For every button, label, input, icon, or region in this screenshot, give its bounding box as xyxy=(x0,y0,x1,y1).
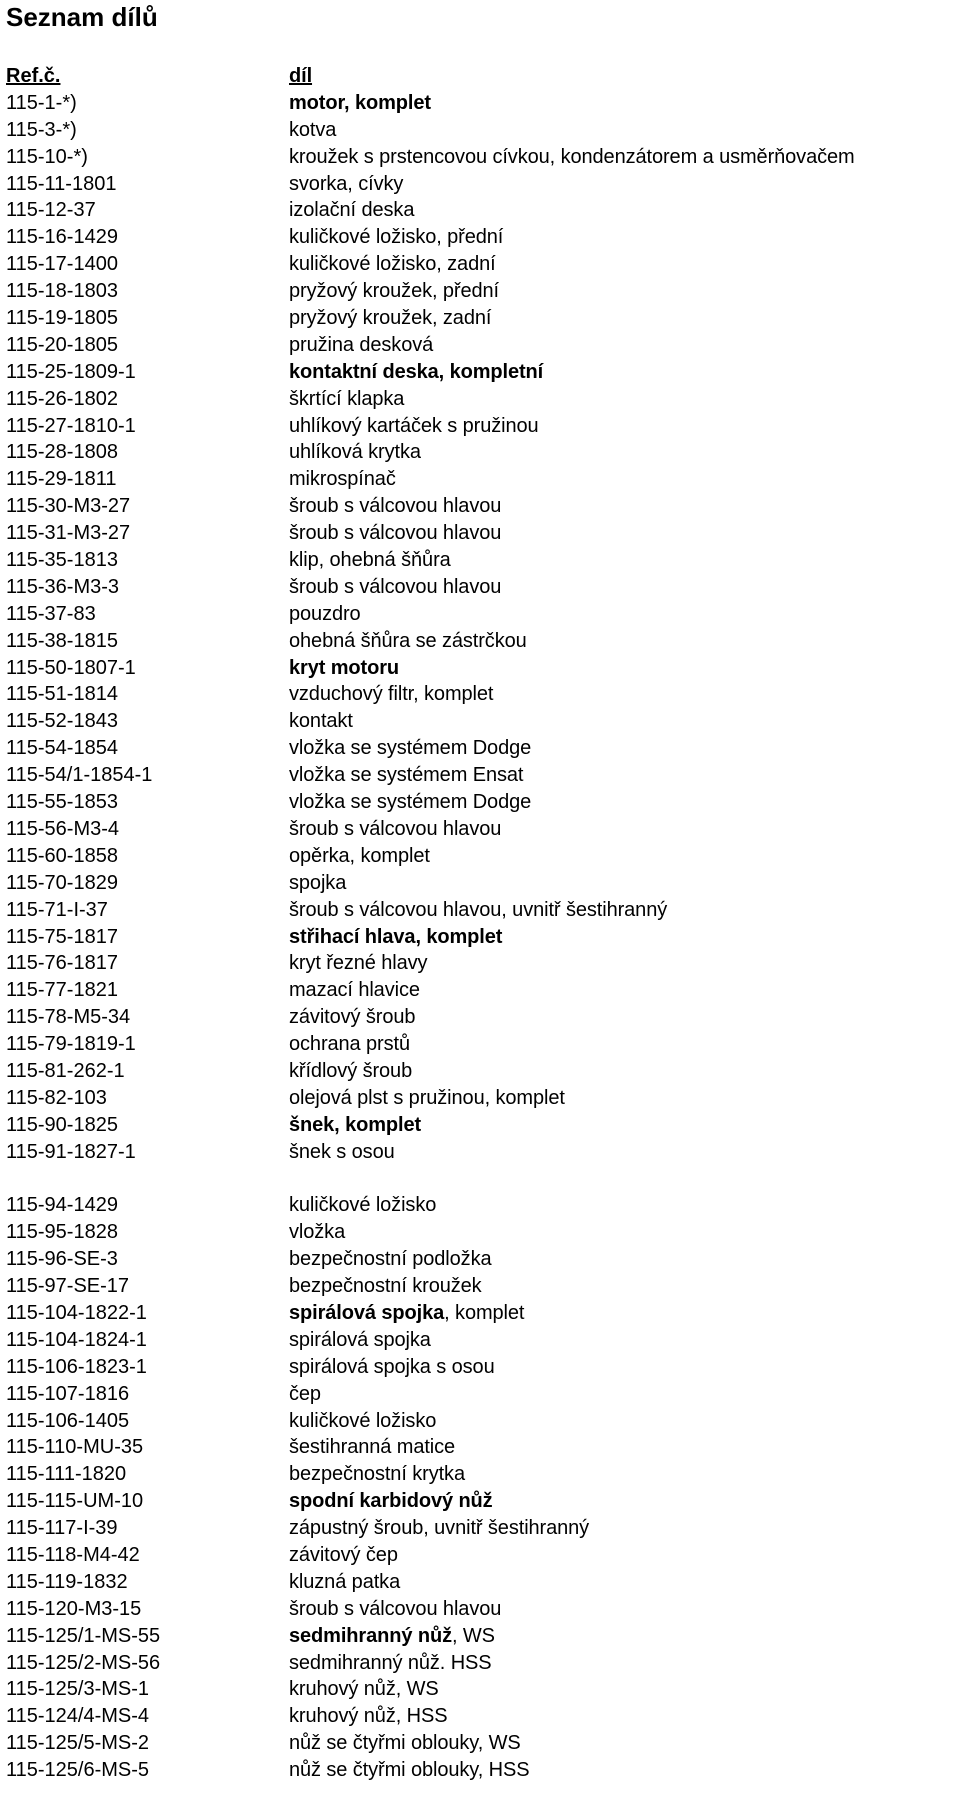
part-name xyxy=(289,1219,956,1246)
part-name-text: pouzdro xyxy=(289,602,361,625)
table-row xyxy=(6,547,956,574)
table-row xyxy=(6,789,956,816)
part-name xyxy=(289,1569,956,1596)
part-name-text: , komplet xyxy=(444,1301,525,1324)
part-ref-number: 115-18-1803 xyxy=(6,280,118,303)
part-name-text: kruhový nůž, HSS xyxy=(289,1705,448,1728)
part-name-text: klip, ohebná šňůra xyxy=(289,549,451,572)
part-name-text: šroub s válcovou hlavou xyxy=(289,575,502,598)
part-name-text: spirálová spojka xyxy=(289,1328,431,1351)
part-ref-number: 115-50-1807-1 xyxy=(6,656,136,679)
table-row xyxy=(6,1327,956,1354)
part-name xyxy=(289,359,956,386)
part-name xyxy=(289,789,956,816)
table-row xyxy=(6,171,956,198)
part-name-text: vložka xyxy=(289,1221,346,1244)
part-name xyxy=(289,1354,956,1381)
table-row xyxy=(6,977,956,1004)
table-row xyxy=(6,816,956,843)
part-name-text: bezpečnostní krytka xyxy=(289,1463,465,1486)
part-ref-number: 115-3-*) xyxy=(6,118,77,141)
table-row xyxy=(6,332,956,359)
part-ref-number: 115-70-1829 xyxy=(6,871,118,894)
part-name-emphasis: spirálová spojka xyxy=(289,1301,445,1324)
part-ref-number: 115-54/1-1854-1 xyxy=(6,764,153,787)
part-name xyxy=(289,251,956,278)
part-ref-number: 115-120-M3-15 xyxy=(6,1597,142,1620)
part-name xyxy=(289,816,956,843)
part-name xyxy=(289,1542,956,1569)
part-name xyxy=(289,144,956,171)
part-ref-number: 115-96-SE-3 xyxy=(6,1248,118,1271)
part-name xyxy=(289,897,956,924)
part-name xyxy=(289,1300,956,1327)
page-title: Seznam dílů xyxy=(6,2,158,32)
part-name-text: kroužek s prstencovou cívkou, kondenzátorem a usměrňovačem xyxy=(289,145,855,168)
part-name-text: vložka se systémem Dodge xyxy=(289,737,532,760)
part-name-text: kruhový nůž, WS xyxy=(289,1678,439,1701)
table-row xyxy=(6,574,956,601)
part-ref-number: 115-30-M3-27 xyxy=(6,495,131,518)
part-name xyxy=(289,305,956,332)
part-name xyxy=(289,1381,956,1408)
part-name-text: závitový šroub xyxy=(289,1006,416,1029)
ref-column-header: Ref.č. xyxy=(6,65,61,87)
part-ref-number: 115-17-1400 xyxy=(6,253,118,276)
part-name xyxy=(289,1246,956,1273)
table-row xyxy=(6,1596,956,1623)
part-name xyxy=(289,681,956,708)
table-row xyxy=(6,1031,956,1058)
part-name-text: ochrana prstů xyxy=(289,1033,410,1056)
part-name-text: šroub s válcovou hlavou xyxy=(289,817,502,840)
table-row xyxy=(6,870,956,897)
part-ref-number: 115-60-1858 xyxy=(6,844,118,867)
parts-list-body xyxy=(6,90,956,1784)
part-name xyxy=(289,601,956,628)
part-name-text: křídlový šroub xyxy=(289,1059,413,1082)
part-ref-number: 115-19-1805 xyxy=(6,307,118,330)
part-ref-number: 115-90-1825 xyxy=(6,1113,118,1136)
part-ref-number: 115-71-I-37 xyxy=(6,898,108,921)
part-ref-number: 115-56-M3-4 xyxy=(6,817,120,840)
part-name-text: olejová plst s pružinou, komplet xyxy=(289,1086,565,1109)
part-name xyxy=(289,1434,956,1461)
table-row xyxy=(6,897,956,924)
part-name xyxy=(289,1004,956,1031)
part-name xyxy=(289,1273,956,1300)
part-ref-number: 115-51-1814 xyxy=(6,683,118,706)
table-row xyxy=(6,1703,956,1730)
part-name xyxy=(289,520,956,547)
part-name-text: šroub s válcovou hlavou, uvnitř šestihranný xyxy=(289,898,668,921)
part-name xyxy=(289,90,956,117)
table-row xyxy=(6,197,956,224)
part-ref-number: 115-125/3-MS-1 xyxy=(6,1678,150,1701)
part-ref-number: 115-79-1819-1 xyxy=(6,1033,136,1056)
table-row xyxy=(6,493,956,520)
part-name xyxy=(289,655,956,682)
part-ref-number: 115-115-UM-10 xyxy=(6,1490,144,1513)
part-name xyxy=(289,1703,956,1730)
part-ref-number: 115-82-103 xyxy=(6,1086,107,1109)
part-ref-number: 115-10-*) xyxy=(6,145,88,168)
part-name-text: zápustný šroub, uvnitř šestihranný xyxy=(289,1517,590,1540)
part-ref-number: 115-76-1817 xyxy=(6,952,118,975)
part-name xyxy=(289,1058,956,1085)
part-ref-number: 115-95-1828 xyxy=(6,1221,118,1244)
part-name-emphasis: kontaktní deska, kompletní xyxy=(289,360,544,383)
part-name-emphasis: motor, komplet xyxy=(289,91,431,114)
table-row xyxy=(6,1273,956,1300)
part-name xyxy=(289,278,956,305)
part-name-emphasis: šnek, komplet xyxy=(289,1113,422,1136)
part-name-text: kuličkové ložisko, zadní xyxy=(289,253,496,276)
table-row xyxy=(6,628,956,655)
part-name-emphasis: spodní karbidový nůž xyxy=(289,1490,493,1513)
table-row xyxy=(6,1112,956,1139)
part-ref-number: 115-125/5-MS-2 xyxy=(6,1732,150,1755)
table-row xyxy=(6,413,956,440)
table-row xyxy=(6,278,956,305)
part-ref-number: 115-37-83 xyxy=(6,602,96,625)
part-name-text: šestihranná matice xyxy=(289,1436,456,1459)
part-ref-number: 115-124/4-MS-4 xyxy=(6,1705,150,1728)
part-ref-number: 115-94-1429 xyxy=(6,1194,118,1217)
list-gap xyxy=(6,1166,956,1193)
part-name-text: kotva xyxy=(289,118,337,141)
table-row xyxy=(6,359,956,386)
part-name xyxy=(289,1112,956,1139)
part-ref-number: 115-125/2-MS-56 xyxy=(6,1651,161,1674)
part-name xyxy=(289,1488,956,1515)
part-ref-number: 115-91-1827-1 xyxy=(6,1140,136,1163)
part-name xyxy=(289,628,956,655)
part-name xyxy=(289,386,956,413)
part-name xyxy=(289,332,956,359)
table-row xyxy=(6,1300,956,1327)
part-name-text: pryžový kroužek, zadní xyxy=(289,307,492,330)
part-name xyxy=(289,708,956,735)
part-name-text: bezpečnostní kroužek xyxy=(289,1275,482,1298)
part-ref-number: 115-36-M3-3 xyxy=(6,575,120,598)
part-name-text: opěrka, komplet xyxy=(289,844,430,867)
part-name-text: ohebná šňůra se zástrčkou xyxy=(289,629,527,652)
part-name-text: pružina desková xyxy=(289,333,434,356)
table-row xyxy=(6,466,956,493)
part-name-text: závitový čep xyxy=(289,1543,398,1566)
part-ref-number: 115-104-1824-1 xyxy=(6,1328,147,1351)
part-name-text: spirálová spojka s osou xyxy=(289,1355,495,1378)
part-name-text: sedmihranný nůž. HSS xyxy=(289,1651,492,1674)
part-name-text: kuličkové ložisko xyxy=(289,1409,437,1432)
part-name-text: kontakt xyxy=(289,710,353,733)
part-ref-number: 115-117-I-39 xyxy=(6,1517,118,1540)
table-row xyxy=(6,1085,956,1112)
part-ref-number: 115-97-SE-17 xyxy=(6,1275,130,1298)
part-name-text: vložka se systémem Ensat xyxy=(289,764,524,787)
table-row xyxy=(6,1139,956,1166)
part-ref-number: 115-77-1821 xyxy=(6,979,118,1002)
table-row xyxy=(6,144,956,171)
part-ref-number: 115-35-1813 xyxy=(6,549,118,572)
part-name-text: spojka xyxy=(289,871,347,894)
table-row xyxy=(6,1569,956,1596)
part-name-text: škrtící klapka xyxy=(289,387,405,410)
table-row xyxy=(6,1408,956,1435)
part-ref-number: 115-29-1811 xyxy=(6,468,117,491)
part-name-text: pryžový kroužek, přední xyxy=(289,280,500,303)
table-row xyxy=(6,1219,956,1246)
part-name xyxy=(289,493,956,520)
part-ref-number: 115-125/6-MS-5 xyxy=(6,1759,150,1782)
table-row xyxy=(6,117,956,144)
part-ref-number: 115-16-1429 xyxy=(6,226,118,249)
part-name xyxy=(289,574,956,601)
part-name-text: šroub s válcovou hlavou xyxy=(289,1597,502,1620)
part-name xyxy=(289,413,956,440)
table-row xyxy=(6,655,956,682)
table-row xyxy=(6,601,956,628)
part-ref-number: 115-12-37 xyxy=(6,199,96,222)
table-row xyxy=(6,1730,956,1757)
table-row xyxy=(6,1488,956,1515)
part-ref-number: 115-11-1801 xyxy=(6,172,117,195)
part-name xyxy=(289,1085,956,1112)
part-ref-number: 115-54-1854 xyxy=(6,737,118,760)
part-name xyxy=(289,1515,956,1542)
part-name-text: kuličkové ložisko xyxy=(289,1194,437,1217)
parts-list xyxy=(6,63,956,1784)
table-row xyxy=(6,950,956,977)
part-name xyxy=(289,197,956,224)
part-ref-number: 115-52-1843 xyxy=(6,710,118,733)
part-name-emphasis: sedmihranný nůž xyxy=(289,1624,452,1647)
part-name-text: izolační deska xyxy=(289,199,415,222)
table-row xyxy=(6,386,956,413)
part-name xyxy=(289,1031,956,1058)
part-column-header: díl xyxy=(289,65,313,87)
part-ref-number: 115-81-262-1 xyxy=(6,1059,125,1082)
part-name-text: , WS xyxy=(451,1624,495,1647)
table-row xyxy=(6,681,956,708)
part-name xyxy=(289,1623,956,1650)
table-row xyxy=(6,439,956,466)
table-row xyxy=(6,1434,956,1461)
part-name xyxy=(289,735,956,762)
part-ref-number: 115-25-1809-1 xyxy=(6,360,136,383)
part-name xyxy=(289,224,956,251)
part-name xyxy=(289,843,956,870)
part-name xyxy=(289,1596,956,1623)
part-name xyxy=(289,466,956,493)
part-ref-number: 115-111-1820 xyxy=(6,1463,127,1486)
part-ref-number: 115-118-M4-42 xyxy=(6,1543,140,1566)
part-name xyxy=(289,1757,956,1784)
part-name-text: kryt řezné hlavy xyxy=(289,952,428,975)
part-ref-number: 115-107-1816 xyxy=(6,1382,130,1405)
part-name-text: mazací hlavice xyxy=(289,979,420,1002)
part-ref-number: 115-106-1823-1 xyxy=(6,1355,147,1378)
table-row xyxy=(6,735,956,762)
part-name-text: uhlíkový kartáček s pružinou xyxy=(289,414,539,437)
part-name xyxy=(289,117,956,144)
table-row xyxy=(6,520,956,547)
part-name xyxy=(289,950,956,977)
part-ref-number: 115-119-1832 xyxy=(6,1570,128,1593)
part-name-emphasis: střihací hlava, komplet xyxy=(289,925,503,948)
part-ref-number: 115-28-1808 xyxy=(6,441,118,464)
part-name xyxy=(289,1461,956,1488)
part-name xyxy=(289,1650,956,1677)
table-row xyxy=(6,1757,956,1784)
part-name xyxy=(289,1676,956,1703)
part-name xyxy=(289,870,956,897)
part-name-text: bezpečnostní podložka xyxy=(289,1248,492,1271)
part-ref-number: 115-27-1810-1 xyxy=(6,414,136,437)
part-name-text: nůž se čtyřmi oblouky, WS xyxy=(289,1732,521,1755)
table-row xyxy=(6,90,956,117)
table-row xyxy=(6,924,956,951)
part-name-text: vzduchový filtr, komplet xyxy=(289,683,494,706)
table-row xyxy=(6,1676,956,1703)
part-ref-number: 115-31-M3-27 xyxy=(6,522,131,545)
table-row xyxy=(6,843,956,870)
table-row xyxy=(6,1354,956,1381)
part-name xyxy=(289,171,956,198)
table-row xyxy=(6,1381,956,1408)
part-name xyxy=(289,439,956,466)
part-ref-number: 115-26-1802 xyxy=(6,387,118,410)
table-row xyxy=(6,224,956,251)
part-ref-number: 115-110-MU-35 xyxy=(6,1436,144,1459)
table-row xyxy=(6,1192,956,1219)
part-ref-number: 115-106-1405 xyxy=(6,1409,130,1432)
part-name-text: kuličkové ložisko, přední xyxy=(289,226,504,249)
table-row xyxy=(6,1058,956,1085)
part-name xyxy=(289,762,956,789)
part-name xyxy=(289,1192,956,1219)
table-row xyxy=(6,1650,956,1677)
part-name-text: svorka, cívky xyxy=(289,172,404,195)
part-name xyxy=(289,924,956,951)
table-row xyxy=(6,1542,956,1569)
table-row xyxy=(6,708,956,735)
part-name xyxy=(289,1139,956,1166)
part-name-text: uhlíková krytka xyxy=(289,441,421,464)
part-name xyxy=(289,1327,956,1354)
part-name-text: mikrospínač xyxy=(289,468,396,491)
table-row xyxy=(6,1004,956,1031)
part-ref-number: 115-1-*) xyxy=(6,91,77,114)
table-row xyxy=(6,305,956,332)
part-name xyxy=(289,977,956,1004)
part-ref-number: 115-55-1853 xyxy=(6,791,118,814)
part-ref-number: 115-20-1805 xyxy=(6,333,118,356)
part-name-text: vložka se systémem Dodge xyxy=(289,791,532,814)
table-row xyxy=(6,1461,956,1488)
part-name-text: nůž se čtyřmi oblouky, HSS xyxy=(289,1759,530,1782)
table-row xyxy=(6,251,956,278)
table-row xyxy=(6,1246,956,1273)
part-name-text: šnek s osou xyxy=(289,1140,395,1163)
part-name-emphasis: kryt motoru xyxy=(289,656,400,679)
part-name xyxy=(289,1408,956,1435)
table-row xyxy=(6,762,956,789)
part-ref-number: 115-38-1815 xyxy=(6,629,118,652)
part-name xyxy=(289,1730,956,1757)
part-ref-number: 115-78-M5-34 xyxy=(6,1006,131,1029)
table-row xyxy=(6,1623,956,1650)
part-name-text: kluzná patka xyxy=(289,1570,401,1593)
table-row xyxy=(6,1515,956,1542)
part-name-text: šroub s válcovou hlavou xyxy=(289,495,502,518)
part-ref-number: 115-104-1822-1 xyxy=(6,1301,147,1324)
parts-list-header xyxy=(6,63,956,90)
part-ref-number: 115-125/1-MS-55 xyxy=(6,1624,161,1647)
part-name-text: čep xyxy=(289,1382,321,1405)
part-name-text: šroub s válcovou hlavou xyxy=(289,522,502,545)
part-ref-number: 115-75-1817 xyxy=(6,925,118,948)
part-name xyxy=(289,547,956,574)
